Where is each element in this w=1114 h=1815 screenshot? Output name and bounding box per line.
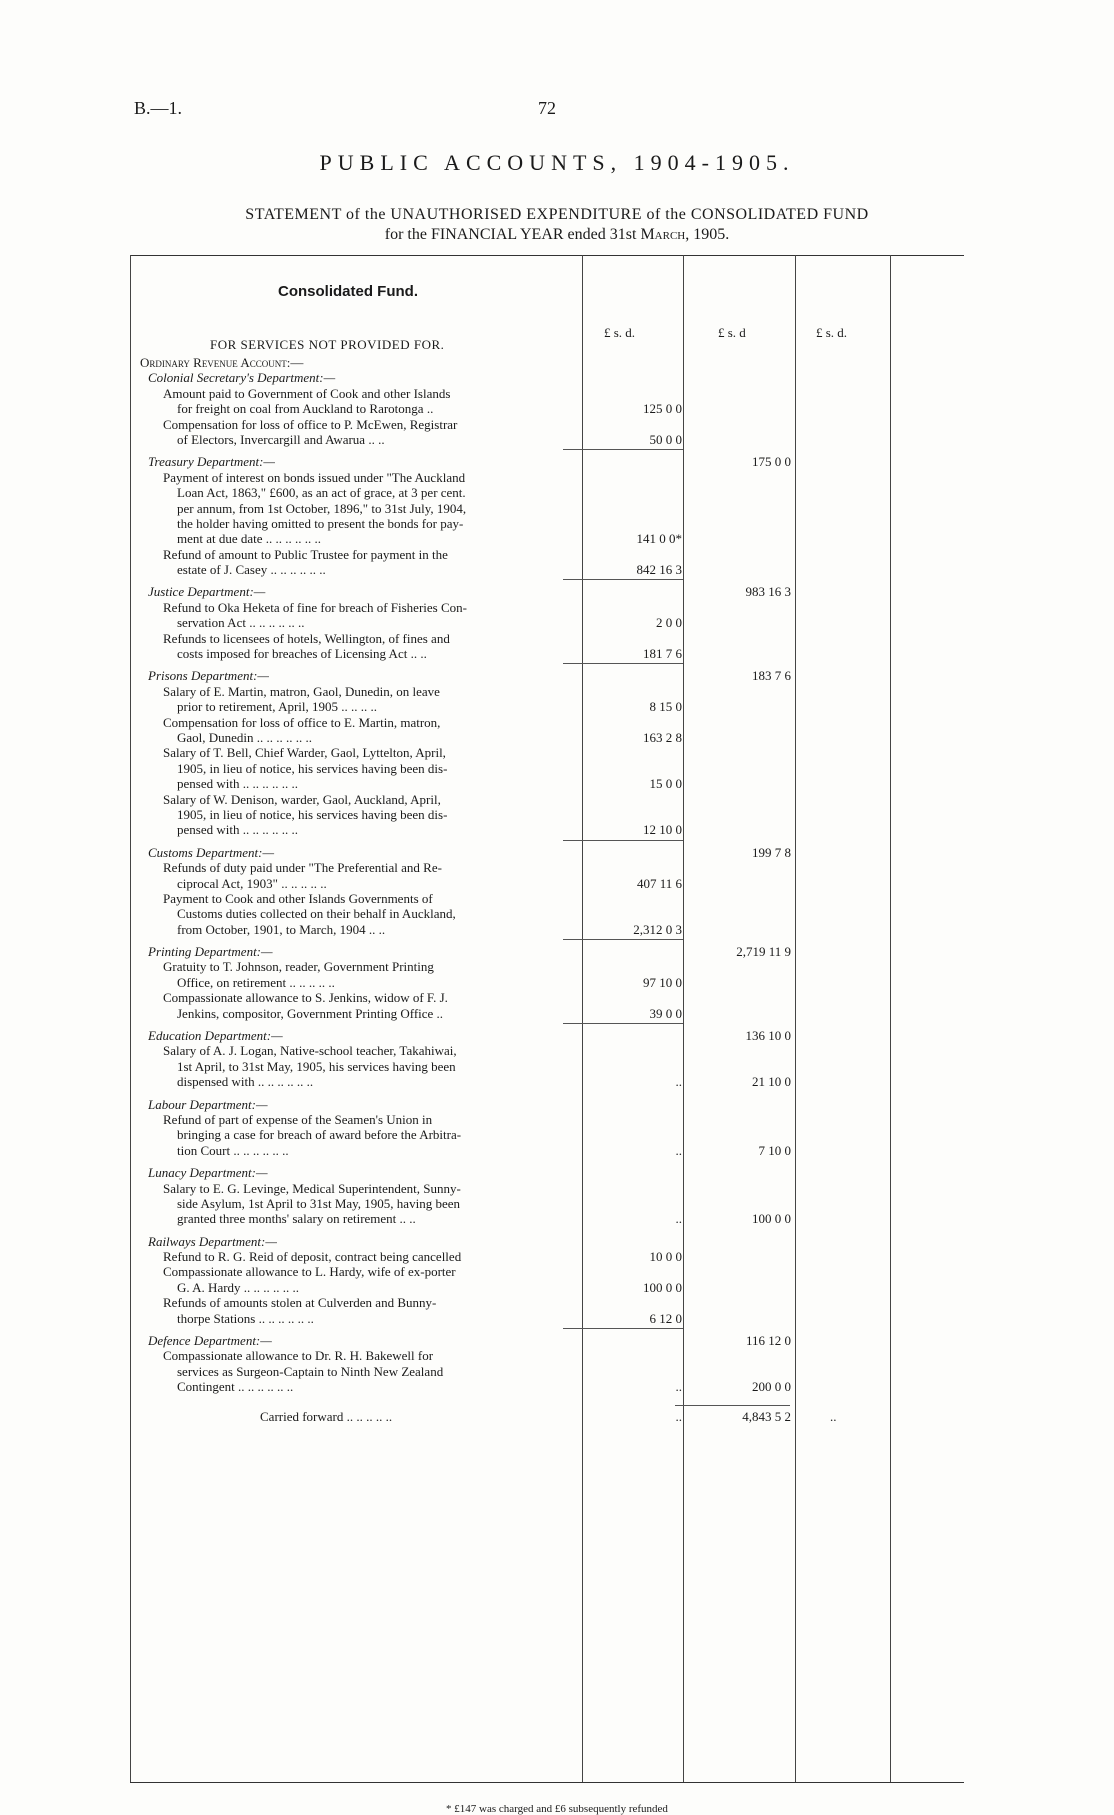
table-row <box>130 1006 964 1021</box>
table-row <box>130 822 964 837</box>
amount-v2: 2,719 11 9 <box>736 944 791 960</box>
row-description: Gratuity to T. Johnson, reader, Government Printing <box>163 959 434 975</box>
table-row <box>130 1311 964 1326</box>
carried-rule <box>675 1405 790 1406</box>
row-description: Salary to E. G. Levinge, Medical Superintendent, Sunny- <box>163 1180 461 1196</box>
department-row <box>130 454 964 469</box>
row-description: ciprocal Act, 1903" .. .. .. .. .. <box>177 875 327 891</box>
table-row <box>130 1348 964 1363</box>
row-description: Colonial Secretary's Department:— <box>148 370 336 386</box>
row-spacer <box>130 1021 964 1028</box>
table-row <box>130 1196 964 1211</box>
amount-v1: 15 0 0 <box>649 776 682 792</box>
row-description: Salary of T. Bell, Chief Warder, Gaol, Lyttelton, April, <box>163 745 446 761</box>
row-description: Loan Act, 1863," £600, as an act of grace, at 3 per cent. <box>177 485 466 501</box>
row-description: Customs duties collected on their behalf in Auckland, <box>177 906 456 922</box>
row-description: services as Surgeon-Captain to Ninth New Zealand <box>177 1363 444 1379</box>
row-spacer <box>130 1326 964 1333</box>
row-description: Office, on retirement .. .. .. .. .. <box>177 974 335 990</box>
amount-v2: 116 12 0 <box>745 1333 791 1349</box>
row-description: Railways Department:— <box>148 1233 277 1249</box>
row-description: 1905, in lieu of notice, his services having been dis- <box>177 806 448 822</box>
row-spacer <box>130 1395 964 1402</box>
table-row <box>130 1112 964 1127</box>
subtitle-month: March <box>640 226 686 243</box>
amount-v2: 136 10 0 <box>745 1028 791 1044</box>
department-row <box>130 370 964 385</box>
row-spacer <box>130 447 964 454</box>
table-row <box>130 1074 964 1089</box>
amount-v1: 141 0 0* <box>636 531 682 547</box>
row-description: pensed with .. .. .. .. .. .. <box>177 776 298 792</box>
table-row <box>130 531 964 546</box>
row-description: servation Act .. .. .. .. .. .. <box>177 615 305 631</box>
row-description: Lunacy Department:— <box>148 1165 268 1181</box>
row-description: bringing a case for breach of award before the Arbitra- <box>177 1127 462 1143</box>
amount-v2: 983 16 3 <box>745 584 791 600</box>
table-row <box>130 417 964 432</box>
row-spacer <box>130 937 964 944</box>
row-description: Refund to R. G. Reid of deposit, contract being cancelled <box>163 1249 462 1265</box>
row-description: the holder having omitted to present the bonds for pay- <box>177 515 464 531</box>
row-description: granted three months' salary on retirement .. .. <box>177 1211 416 1227</box>
table-row <box>130 1264 964 1279</box>
table-row <box>130 891 964 906</box>
row-description: ment at due date .. .. .. .. .. .. <box>177 531 322 547</box>
table-row <box>130 562 964 577</box>
row-description: Payment to Cook and other Islands Governments of <box>163 890 433 906</box>
row-description: Labour Department:— <box>148 1096 268 1112</box>
table-row <box>130 792 964 807</box>
table-row <box>130 1280 964 1295</box>
row-description: thorpe Stations .. .. .. .. .. .. <box>177 1310 314 1326</box>
amount-v1: 50 0 0 <box>649 431 682 447</box>
row-description: from October, 1901, to March, 1904 .. .. <box>177 921 386 937</box>
row-description: tion Court .. .. .. .. .. .. <box>177 1142 289 1158</box>
row-spacer <box>130 838 964 845</box>
table-row <box>130 646 964 661</box>
row-description: Contingent .. .. .. .. .. .. <box>177 1379 294 1395</box>
table-row <box>130 600 964 615</box>
amount-v1: 125 0 0 <box>643 401 682 417</box>
row-spacer <box>130 1402 964 1409</box>
row-description: Salary of A. J. Logan, Native-school teacher, Takahiwai, <box>163 1043 457 1059</box>
table-row <box>130 699 964 714</box>
row-description: Refund to Oka Heketa of fine for breach of Fisheries Con- <box>163 599 467 615</box>
department-row <box>130 668 964 683</box>
row-description: Salary of E. Martin, matron, Gaol, Dunedin, on leave <box>163 683 440 699</box>
table-row <box>130 1211 964 1226</box>
row-description: Refund of amount to Public Trustee for payment in the <box>163 546 448 562</box>
table-row <box>130 922 964 937</box>
table-row <box>130 1295 964 1310</box>
table-row <box>130 776 964 791</box>
table-row <box>130 1143 964 1158</box>
table-row <box>130 684 964 699</box>
subtitle-part-c: , 1905. <box>685 226 730 243</box>
carried-forward-row <box>130 1409 964 1424</box>
row-description: Compassionate allowance to L. Hardy, wife of ex-porter <box>163 1264 456 1280</box>
amount-v2: 200 0 0 <box>752 1379 791 1395</box>
table-row <box>130 470 964 485</box>
table-row <box>130 761 964 776</box>
row-description: Education Department:— <box>148 1028 283 1044</box>
amount-v1: 8 15 0 <box>649 699 682 715</box>
row-description: Justice Department:— <box>148 584 266 600</box>
department-row <box>130 1234 964 1249</box>
row-description: Jenkins, compositor, Government Printing Office .. <box>177 1005 444 1021</box>
column-head-2: £ s. d <box>718 325 746 340</box>
amount-v1: 842 16 3 <box>636 562 682 578</box>
department-row <box>130 944 964 959</box>
amount-v1: 97 10 0 <box>643 974 682 990</box>
row-description: Amount paid to Government of Cook and other Islands <box>163 385 451 401</box>
row-description: 1st April, to 31st May, 1905, his services having been <box>177 1058 456 1074</box>
amount-v1: 12 10 0 <box>643 822 682 838</box>
table-row <box>130 1249 964 1264</box>
row-description: for freight on coal from Auckland to Rarotonga .. <box>177 401 434 417</box>
amount-v1: 6 12 0 <box>649 1310 682 1326</box>
amount-v2: 7 10 0 <box>758 1142 791 1158</box>
row-description: prior to retirement, April, 1905 .. .. .. .. <box>177 699 378 715</box>
table-row <box>130 516 964 531</box>
row-description: Refunds of duty paid under "The Preferential and Re- <box>163 860 442 876</box>
table-bottom-rule <box>130 1782 964 1783</box>
statement-subtitle-line1: STATEMENT of the UNAUTHORISED EXPENDITURE of the CONSOLIDATED FUND <box>245 206 869 223</box>
table-row <box>130 1043 964 1058</box>
department-row <box>130 1028 964 1043</box>
table-row <box>130 1379 964 1394</box>
row-description: Salary of W. Denison, warder, Gaol, Auckland, April, <box>163 791 441 807</box>
table-row <box>130 860 964 875</box>
amount-v3: .. <box>830 1408 837 1424</box>
table-row <box>130 906 964 921</box>
department-row <box>130 584 964 599</box>
expenditure-table <box>130 255 964 1790</box>
table-row <box>130 547 964 562</box>
amount-v1: 2,312 0 3 <box>633 921 682 937</box>
page-title: PUBLIC ACCOUNTS, 1904-1905. <box>319 150 795 175</box>
table-row <box>130 401 964 416</box>
table-row <box>130 501 964 516</box>
row-description: Printing Department:— <box>148 944 273 960</box>
amount-v1: .. <box>675 1142 682 1158</box>
row-description: costs imposed for breaches of Licensing Act .. .. <box>177 646 427 662</box>
row-description: Treasury Department:— <box>148 454 275 470</box>
table-row <box>130 745 964 760</box>
row-description: estate of J. Casey .. .. .. .. .. .. <box>177 562 326 578</box>
table-row <box>130 715 964 730</box>
row-description: per annum, from 1st October, 1896," to 31st July, 1904, <box>177 500 467 516</box>
table-row <box>130 1059 964 1074</box>
table-row <box>130 730 964 745</box>
table-top-rule <box>130 255 964 256</box>
row-spacer <box>130 1158 964 1165</box>
row-description: Compassionate allowance to Dr. R. H. Bakewell for <box>163 1348 434 1364</box>
row-description: G. A. Hardy .. .. .. .. .. .. <box>177 1279 300 1295</box>
amount-v1: 2 0 0 <box>656 615 682 631</box>
table-row <box>130 485 964 500</box>
amount-v1: .. <box>675 1074 682 1090</box>
amount-v2: 4,843 5 2 <box>742 1408 791 1424</box>
table-row <box>130 876 964 891</box>
row-spacer <box>130 577 964 584</box>
amount-v2: 175 0 0 <box>752 454 791 470</box>
row-description: Defence Department:— <box>148 1333 272 1349</box>
row-description: Ordinary Revenue Account:— <box>140 355 304 370</box>
document-reference: B.—1. <box>134 98 183 118</box>
row-description: 1905, in lieu of notice, his services having been dis- <box>177 760 448 776</box>
fund-heading: Consolidated Fund. <box>278 283 418 300</box>
table-row <box>130 386 964 401</box>
row-description: Compensation for loss of office to E. Martin, matron, <box>163 714 441 730</box>
row-description: Compensation for loss of office to P. McEwen, Registrar <box>163 416 458 432</box>
amount-v2: 199 7 8 <box>752 844 791 860</box>
table-row <box>130 807 964 822</box>
amount-v2: 21 10 0 <box>752 1074 791 1090</box>
row-description: Refunds to licensees of hotels, Wellington, of fines and <box>163 630 450 646</box>
table-row <box>130 631 964 646</box>
table-row <box>130 975 964 990</box>
department-row <box>130 1097 964 1112</box>
table-row <box>130 1181 964 1196</box>
table-row <box>130 959 964 974</box>
table-row <box>130 1127 964 1142</box>
row-description: Customs Department:— <box>148 844 275 860</box>
row-description: Compassionate allowance to S. Jenkins, widow of F. J. <box>163 990 448 1006</box>
row-description: Refunds of amounts stolen at Culverden and Bunny- <box>163 1295 437 1311</box>
services-heading: FOR SERVICES NOT PROVIDED FOR. <box>210 337 445 352</box>
row-description: dispensed with .. .. .. .. .. .. <box>177 1074 314 1090</box>
amount-v2: 100 0 0 <box>752 1211 791 1227</box>
row-description: Refund of part of expense of the Seamen's Union in <box>163 1111 433 1127</box>
row-spacer <box>130 1227 964 1234</box>
amount-v1: .. <box>675 1211 682 1227</box>
footnote: * £147 was charged and £6 subsequently refunded <box>446 1803 668 1815</box>
table-row <box>130 355 964 370</box>
column-head-3: £ s. d. <box>816 325 848 340</box>
amount-v1: .. <box>675 1379 682 1395</box>
table-row <box>130 432 964 447</box>
department-row <box>130 1333 964 1348</box>
amount-v1: 181 7 6 <box>643 646 682 662</box>
department-row <box>130 1165 964 1180</box>
row-spacer <box>130 1090 964 1097</box>
amount-v1: 163 2 8 <box>643 729 682 745</box>
amount-v1: 10 0 0 <box>649 1249 682 1265</box>
amount-v1: 407 11 6 <box>636 875 682 891</box>
row-spacer <box>130 661 964 668</box>
table-row <box>130 1364 964 1379</box>
amount-v1: 100 0 0 <box>643 1279 682 1295</box>
row-description: Carried forward .. .. .. .. .. <box>260 1408 393 1424</box>
statement-subtitle-line2 <box>0 226 1114 244</box>
table-row <box>130 990 964 1005</box>
row-description: pensed with .. .. .. .. .. .. <box>177 822 298 838</box>
row-description: side Asylum, 1st April to 31st May, 1905, having been <box>177 1195 460 1211</box>
row-description: Gaol, Dunedin .. .. .. .. .. .. <box>177 729 313 745</box>
amount-v2: 183 7 6 <box>752 668 791 684</box>
column-head-1: £ s. d. <box>604 325 636 340</box>
amount-v1: .. <box>675 1408 682 1424</box>
subtitle-part-a: for the FINANCIAL YEAR ended 31st <box>384 226 641 243</box>
row-description: Prisons Department:— <box>148 668 269 684</box>
page-number: 72 <box>538 98 556 118</box>
amount-v1: 39 0 0 <box>649 1005 682 1021</box>
table-row <box>130 615 964 630</box>
row-description: Payment of interest on bonds issued under "The Auckland <box>163 469 466 485</box>
row-description: of Electors, Invercargill and Awarua .. .. <box>177 431 385 447</box>
table-rows <box>130 355 964 1424</box>
department-row <box>130 845 964 860</box>
